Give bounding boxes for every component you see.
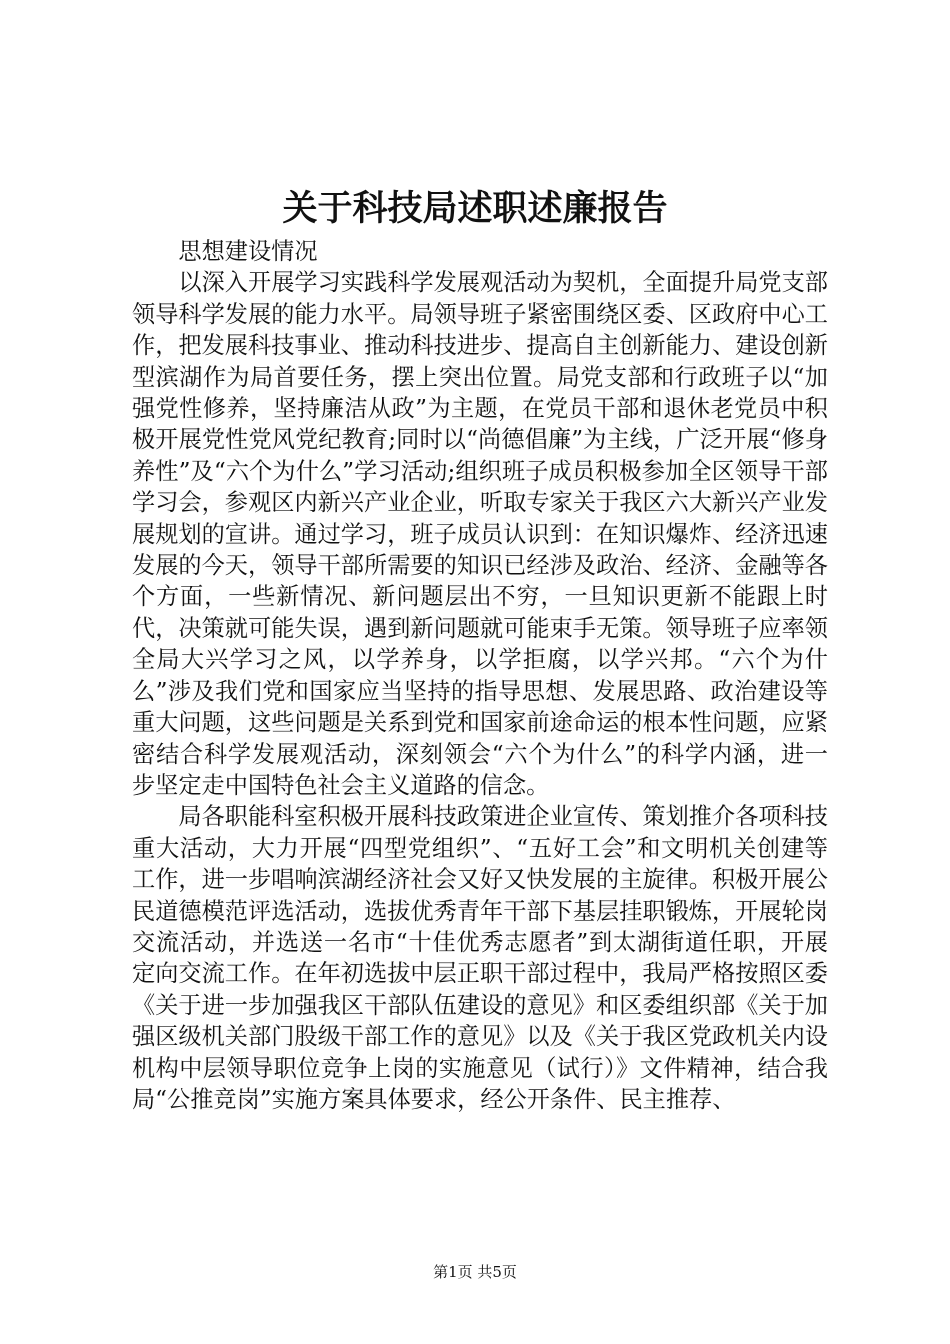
section-heading: 思想建设情况 <box>178 238 318 265</box>
document-body <box>132 236 828 1115</box>
paragraph: 以深入开展学习实践科学发展观活动为契机，全面提升局党支部领导科学发展的能力水平。局领导班子紧密围绕区委、区政府中心工作，把发展科技事业、推动科技进步、提高自主创新能力、建设创新型滨湖作为局首要任务，摆上突出位置。局党支部和行政班子以“加强党性修养，坚持廉洁从政”为主题，在党员干部和退休老党员中积极开展党性党风党纪教育;同时以“尚德倡廉”为主线，广泛开展“修身养性”及“六个为什么”学习活动;组织班子成员积极参加全区领导干部学习会，参观区内新兴产业企业，听取专家关于我区六大新兴产业发展规划的宣讲。通过学习，班子成员认识到：在知识爆炸、经济迅速发展的今天，领导干部所需要的知识已经涉及政治、经济、金融等各个方面，一些新情况、新问题层出不穷，一旦知识更新不能跟上时代，决策就可能失误，遇到新问题就可能束手无策。领导班子应率领全局大兴学习之风，以学养身，以学拒腐，以学兴邦。“六个为什么”涉及我们党和国家应当坚持的指导思想、发展思路、政治建设等重大问题，这些问题是关系到党和国家前途命运的根本性问题，应紧密结合科学发展观活动，深刻领会“六个为什么”的科学内涵，进一步坚定走中国特色社会主义道路的信念。 <box>132 269 828 799</box>
document-title: 关于科技局述职述廉报告 <box>282 188 668 229</box>
page-footer: 第1页 共5页 <box>433 1263 517 1281</box>
paragraph: 局各职能科室积极开展科技政策进企业宣传、策划推介各项科技重大活动，大力开展“四型党组织”、“五好工会”和文明机关创建等工作，进一步唱响滨湖经济社会又好又快发展的主旋律。积极开展公民道德模范评选活动，选拔优秀青年干部下基层挂职锻炼，开展轮岗交流活动，并选送一名市“十佳优秀志愿者”到太湖街道任职，开展定向交流工作。在年初选拔中层正职干部过程中，我局严格按照区委《关于进一步加强我区干部队伍建设的意见》和区委组织部《关于加强区级机关部门股级干部工作的意见》以及《关于我区党政机关内设机构中层领导职位竞争上岗的实施意见（试行）》文件精神，结合我局“公推竞岗”实施方案具体要求，经公开条件、民主推荐、 <box>132 803 828 1113</box>
